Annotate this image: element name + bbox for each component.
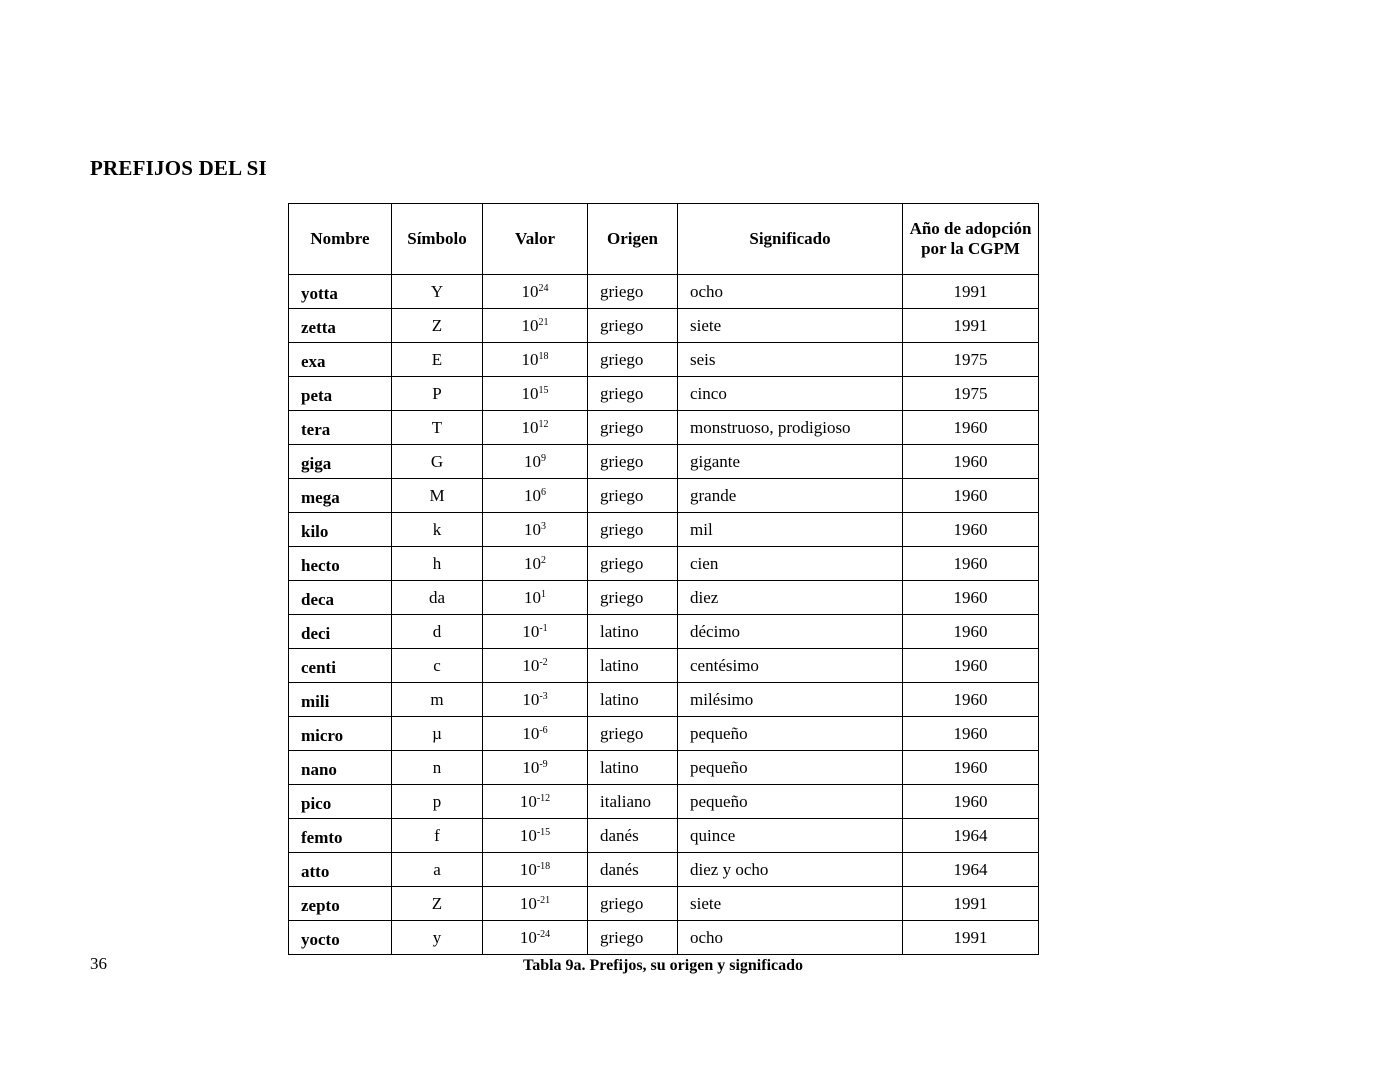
cell-meaning: quince <box>678 819 903 853</box>
cell-value <box>483 819 588 853</box>
cell-value <box>483 411 588 445</box>
cell-value <box>483 547 588 581</box>
value-exponent: -21 <box>536 894 551 906</box>
cell-meaning: cien <box>678 547 903 581</box>
value-base: 10 <box>519 927 537 947</box>
cell-origin: griego <box>588 411 678 445</box>
table-row <box>289 343 1039 377</box>
value-exponent: -9 <box>539 758 548 770</box>
value-exponent: 24 <box>538 282 549 294</box>
cell-origin: latino <box>588 615 678 649</box>
cell-origin: griego <box>588 581 678 615</box>
header-year: Año de adopción por la CGPM <box>903 204 1039 275</box>
page-number: 36 <box>90 954 107 973</box>
cell-year: 1960 <box>903 479 1039 513</box>
cell-value <box>483 785 588 819</box>
value-base: 10 <box>519 859 537 879</box>
cell-name: yocto <box>289 921 392 955</box>
value-base: 10 <box>521 281 539 301</box>
cell-symbol: k <box>392 513 483 547</box>
cell-meaning: seis <box>678 343 903 377</box>
value-exponent: -12 <box>536 792 551 804</box>
value-base: 10 <box>521 383 539 403</box>
cell-value <box>483 717 588 751</box>
cell-name: exa <box>289 343 392 377</box>
cell-value <box>483 479 588 513</box>
header-value: Valor <box>483 204 588 275</box>
table-body <box>289 275 1039 955</box>
value-exponent: 3 <box>541 520 546 532</box>
cell-year: 1975 <box>903 377 1039 411</box>
table-row <box>289 547 1039 581</box>
page-title: PREFIJOS DEL SI <box>90 156 267 180</box>
cell-name: kilo <box>289 513 392 547</box>
table-row <box>289 717 1039 751</box>
cell-origin: griego <box>588 275 678 309</box>
cell-symbol: da <box>392 581 483 615</box>
cell-meaning: pequeño <box>678 751 903 785</box>
cell-meaning: monstruoso, prodigioso <box>678 411 903 445</box>
table-row <box>289 819 1039 853</box>
cell-year: 1960 <box>903 683 1039 717</box>
value-exponent: -15 <box>536 826 551 838</box>
cell-year: 1964 <box>903 819 1039 853</box>
table-row <box>289 275 1039 309</box>
table-row <box>289 513 1039 547</box>
cell-value <box>483 751 588 785</box>
cell-origin: griego <box>588 309 678 343</box>
value-exponent: 18 <box>538 350 549 362</box>
value-base: 10 <box>522 757 540 777</box>
cell-meaning: cinco <box>678 377 903 411</box>
cell-symbol: m <box>392 683 483 717</box>
cell-name: zepto <box>289 887 392 921</box>
cell-origin: griego <box>588 479 678 513</box>
value-base: 10 <box>524 587 541 607</box>
cell-name: hecto <box>289 547 392 581</box>
cell-symbol: d <box>392 615 483 649</box>
cell-value <box>483 377 588 411</box>
value-base: 10 <box>524 553 541 573</box>
cell-meaning: pequeño <box>678 717 903 751</box>
cell-origin: griego <box>588 377 678 411</box>
cell-symbol: n <box>392 751 483 785</box>
cell-origin: griego <box>588 445 678 479</box>
table-header-row <box>289 204 1039 275</box>
cell-meaning: siete <box>678 309 903 343</box>
value-base: 10 <box>524 485 541 505</box>
cell-year: 1960 <box>903 581 1039 615</box>
cell-name: centi <box>289 649 392 683</box>
cell-meaning: pequeño <box>678 785 903 819</box>
cell-symbol: P <box>392 377 483 411</box>
cell-origin: griego <box>588 513 678 547</box>
cell-symbol: Z <box>392 309 483 343</box>
table-caption: Tabla 9a. Prefijos, su origen y significado <box>522 957 804 974</box>
value-base: 10 <box>521 349 539 369</box>
table-row <box>289 479 1039 513</box>
header-meaning: Significado <box>678 204 903 275</box>
cell-origin: latino <box>588 751 678 785</box>
value-base: 10 <box>524 451 541 471</box>
cell-name: mili <box>289 683 392 717</box>
cell-year: 1960 <box>903 411 1039 445</box>
cell-value <box>483 513 588 547</box>
value-base: 10 <box>522 723 540 743</box>
table-row <box>289 853 1039 887</box>
cell-origin: italiano <box>588 785 678 819</box>
cell-symbol: µ <box>392 717 483 751</box>
cell-meaning: mil <box>678 513 903 547</box>
cell-symbol: Z <box>392 887 483 921</box>
cell-value <box>483 887 588 921</box>
table-row <box>289 309 1039 343</box>
value-exponent: 1 <box>541 588 546 600</box>
header-origin: Origen <box>588 204 678 275</box>
value-base: 10 <box>519 791 537 811</box>
cell-value <box>483 683 588 717</box>
cell-meaning: grande <box>678 479 903 513</box>
cell-symbol: Y <box>392 275 483 309</box>
value-exponent: -2 <box>539 656 548 668</box>
value-exponent: 12 <box>538 418 549 430</box>
value-base: 10 <box>522 655 540 675</box>
prefixes-table <box>288 203 1039 955</box>
cell-symbol: M <box>392 479 483 513</box>
cell-name: deca <box>289 581 392 615</box>
cell-name: atto <box>289 853 392 887</box>
cell-value <box>483 649 588 683</box>
cell-year: 1991 <box>903 921 1039 955</box>
cell-origin: latino <box>588 649 678 683</box>
cell-name: tera <box>289 411 392 445</box>
cell-year: 1960 <box>903 513 1039 547</box>
cell-name: zetta <box>289 309 392 343</box>
cell-symbol: T <box>392 411 483 445</box>
cell-value <box>483 921 588 955</box>
table-row <box>289 921 1039 955</box>
value-base: 10 <box>519 893 537 913</box>
header-name: Nombre <box>289 204 392 275</box>
value-exponent: 15 <box>538 384 549 396</box>
cell-name: yotta <box>289 275 392 309</box>
value-exponent: -6 <box>539 724 548 736</box>
cell-year: 1964 <box>903 853 1039 887</box>
header-symbol: Símbolo <box>392 204 483 275</box>
cell-year: 1960 <box>903 785 1039 819</box>
cell-year: 1960 <box>903 717 1039 751</box>
cell-year: 1991 <box>903 275 1039 309</box>
cell-symbol: G <box>392 445 483 479</box>
table-row <box>289 683 1039 717</box>
table-row <box>289 445 1039 479</box>
cell-value <box>483 309 588 343</box>
cell-origin: griego <box>588 717 678 751</box>
cell-value <box>483 343 588 377</box>
prefixes-table-container <box>288 203 1038 975</box>
cell-year: 1960 <box>903 445 1039 479</box>
cell-value <box>483 853 588 887</box>
cell-value <box>483 275 588 309</box>
cell-name: deci <box>289 615 392 649</box>
value-exponent: 2 <box>541 554 546 566</box>
cell-value <box>483 581 588 615</box>
value-exponent: -24 <box>536 928 551 940</box>
table-row <box>289 377 1039 411</box>
cell-name: micro <box>289 717 392 751</box>
cell-origin: griego <box>588 343 678 377</box>
cell-meaning: ocho <box>678 275 903 309</box>
value-exponent: -18 <box>536 860 551 872</box>
cell-meaning: décimo <box>678 615 903 649</box>
value-exponent: 9 <box>541 452 546 464</box>
cell-year: 1991 <box>903 887 1039 921</box>
cell-origin: griego <box>588 887 678 921</box>
cell-origin: latino <box>588 683 678 717</box>
cell-year: 1991 <box>903 309 1039 343</box>
cell-value <box>483 445 588 479</box>
cell-year: 1960 <box>903 751 1039 785</box>
value-base: 10 <box>522 621 540 641</box>
cell-year: 1975 <box>903 343 1039 377</box>
value-base: 10 <box>522 689 540 709</box>
cell-symbol: E <box>392 343 483 377</box>
cell-name: mega <box>289 479 392 513</box>
cell-name: giga <box>289 445 392 479</box>
cell-symbol: p <box>392 785 483 819</box>
table-row <box>289 411 1039 445</box>
cell-origin: danés <box>588 853 678 887</box>
value-exponent: -1 <box>539 622 548 634</box>
table-row <box>289 887 1039 921</box>
value-base: 10 <box>521 315 539 335</box>
cell-meaning: diez <box>678 581 903 615</box>
cell-origin: danés <box>588 819 678 853</box>
value-base: 10 <box>519 825 537 845</box>
table-row <box>289 785 1039 819</box>
cell-year: 1960 <box>903 615 1039 649</box>
value-base: 10 <box>521 417 539 437</box>
cell-meaning: ocho <box>678 921 903 955</box>
cell-origin: griego <box>588 547 678 581</box>
cell-name: femto <box>289 819 392 853</box>
value-exponent: -3 <box>539 690 548 702</box>
value-base: 10 <box>524 519 541 539</box>
cell-meaning: diez y ocho <box>678 853 903 887</box>
cell-meaning: centésimo <box>678 649 903 683</box>
cell-name: pico <box>289 785 392 819</box>
table-row <box>289 751 1039 785</box>
cell-symbol: c <box>392 649 483 683</box>
value-exponent: 21 <box>538 316 549 328</box>
cell-origin: griego <box>588 921 678 955</box>
cell-symbol: h <box>392 547 483 581</box>
cell-symbol: y <box>392 921 483 955</box>
cell-value <box>483 615 588 649</box>
value-exponent: 6 <box>541 486 546 498</box>
table-row <box>289 581 1039 615</box>
cell-name: nano <box>289 751 392 785</box>
cell-year: 1960 <box>903 649 1039 683</box>
cell-meaning: siete <box>678 887 903 921</box>
cell-symbol: a <box>392 853 483 887</box>
cell-year: 1960 <box>903 547 1039 581</box>
cell-meaning: gigante <box>678 445 903 479</box>
cell-meaning: milésimo <box>678 683 903 717</box>
table-row <box>289 649 1039 683</box>
table-row <box>289 615 1039 649</box>
cell-name: peta <box>289 377 392 411</box>
cell-symbol: f <box>392 819 483 853</box>
